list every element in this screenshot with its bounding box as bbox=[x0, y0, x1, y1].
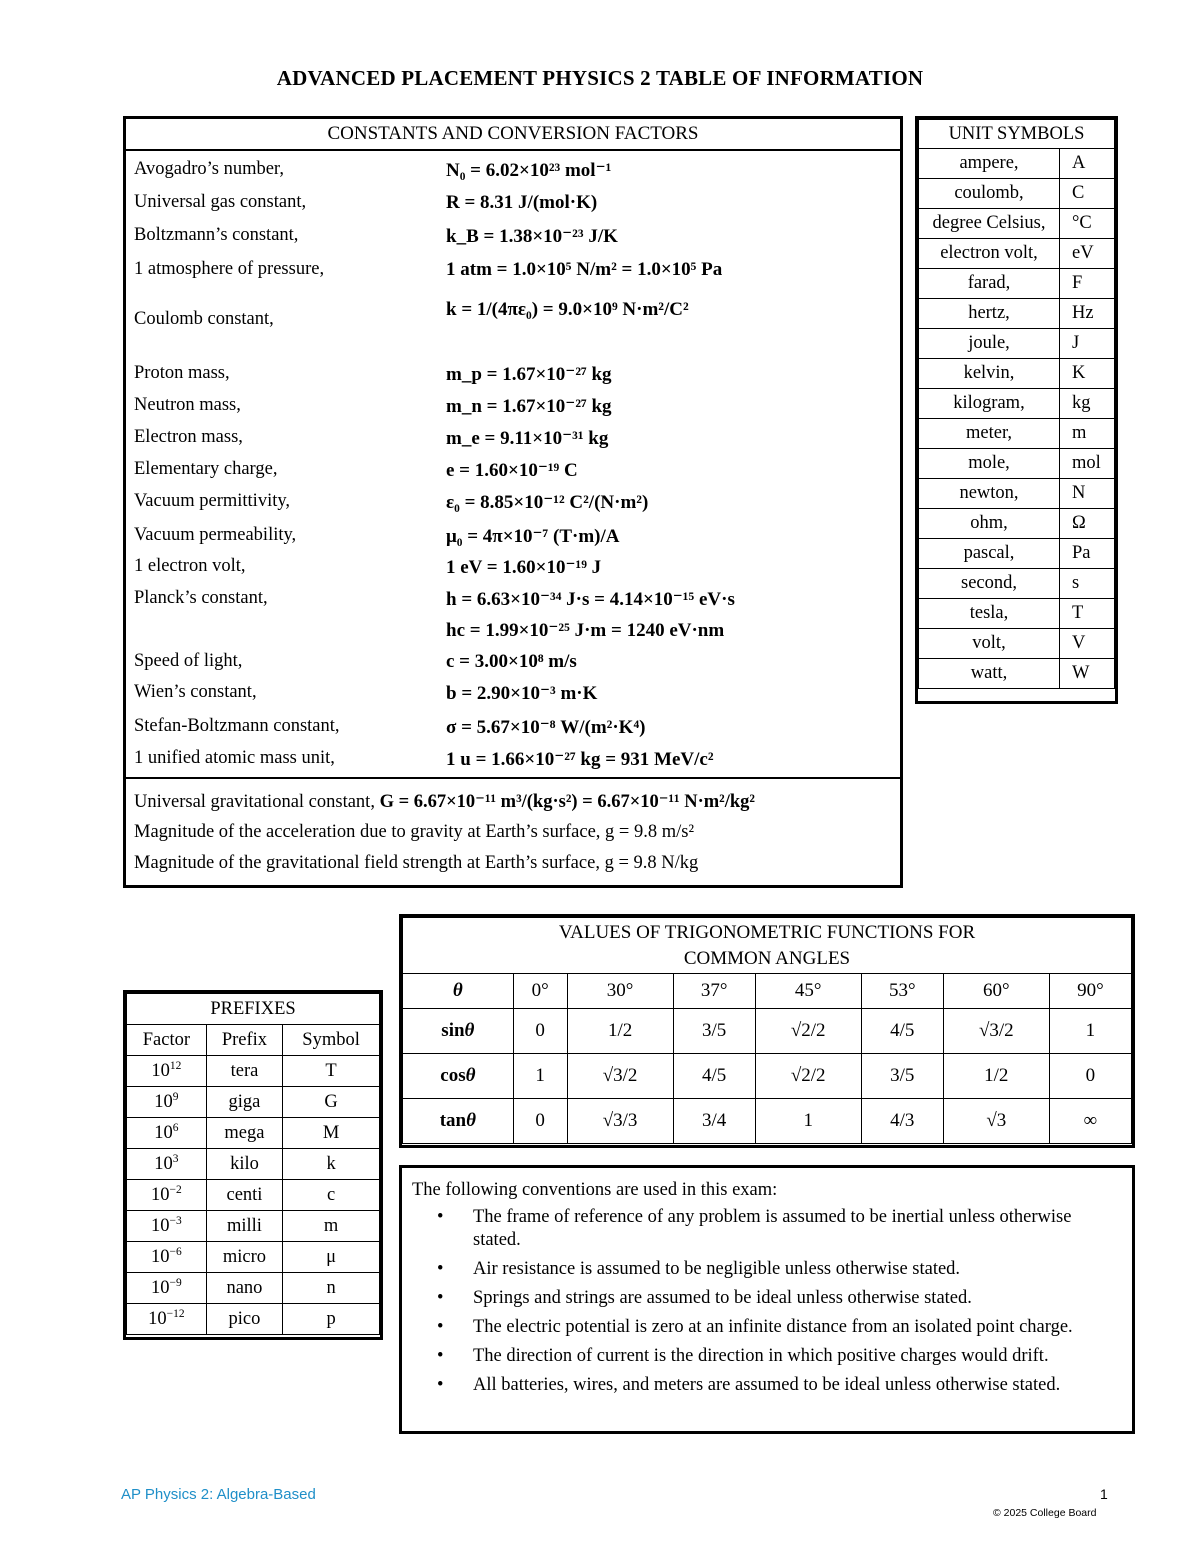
prefix-col-prefix: Prefix bbox=[206, 1025, 282, 1056]
theta-symbol: θ bbox=[452, 980, 463, 1001]
prefix-row bbox=[127, 1087, 380, 1118]
unit-symbol: mol bbox=[1060, 449, 1115, 479]
trig-value: 0 bbox=[513, 1009, 567, 1054]
constant-value: m_e = 9.11×10⁻³¹ kg bbox=[446, 428, 609, 449]
prefix-factor: $10^9$ bbox=[127, 1087, 207, 1118]
prefix-row bbox=[127, 1118, 380, 1149]
unit-row bbox=[919, 239, 1115, 269]
prefix-name: pico bbox=[206, 1304, 282, 1335]
unit-row bbox=[919, 209, 1115, 239]
unit-name: second, bbox=[919, 569, 1060, 599]
constant-label: 1 unified atomic mass unit, bbox=[134, 748, 335, 768]
trig-value: 3/5 bbox=[673, 1009, 755, 1054]
trig-angle: 53° bbox=[861, 974, 943, 1009]
convention-text: Springs and strings are assumed to be ideal unless otherwise stated. bbox=[473, 1288, 972, 1308]
prefix-factor: $10^{12}$ bbox=[127, 1056, 207, 1087]
prefix-symbol: M bbox=[283, 1118, 380, 1149]
prefix-symbol: T bbox=[283, 1056, 380, 1087]
convention-text: Air resistance is assumed to be negligible unless otherwise stated. bbox=[473, 1259, 961, 1279]
conventions-intro: The following conventions are used in this exam: bbox=[412, 1180, 778, 1200]
gravity-value: g = 9.8 m/s² bbox=[605, 822, 695, 842]
prefix-exponent: 3 bbox=[172, 1152, 179, 1165]
prefix-factor: $10^3$ bbox=[127, 1149, 207, 1180]
gravity-value: g = 9.8 N/kg bbox=[604, 853, 699, 873]
bullet-icon: • bbox=[437, 1207, 444, 1227]
prefix-row bbox=[127, 1273, 380, 1304]
unit-name: coulomb, bbox=[919, 179, 1060, 209]
unit-symbol: m bbox=[1060, 419, 1115, 449]
unit-row bbox=[919, 359, 1115, 389]
constant-label: 1 electron volt, bbox=[134, 556, 246, 576]
conventions-list bbox=[412, 1206, 1122, 1403]
prefix-symbol: n bbox=[283, 1273, 380, 1304]
trig-heading-line2: COMMON ANGLES bbox=[683, 947, 851, 969]
unit-symbol: N bbox=[1060, 479, 1115, 509]
unit-name: pascal, bbox=[919, 539, 1060, 569]
constant-value: R = 8.31 J/(mol·K) bbox=[446, 192, 598, 213]
constant-label: Coulomb constant, bbox=[134, 309, 274, 329]
convention-item bbox=[412, 1374, 1122, 1397]
theta-symbol: θ bbox=[464, 1020, 475, 1041]
unit-symbol: s bbox=[1060, 569, 1115, 599]
unit-row bbox=[919, 449, 1115, 479]
unit-row bbox=[919, 419, 1115, 449]
prefix-factor: $10^6$ bbox=[127, 1118, 207, 1149]
constants-heading: CONSTANTS AND CONVERSION FACTORS bbox=[126, 119, 900, 151]
trig-value: 3/5 bbox=[861, 1054, 943, 1099]
gravity-label: Magnitude of the gravitational field strength at Earth’s surface, bbox=[134, 853, 600, 873]
unit-row bbox=[919, 539, 1115, 569]
trig-table bbox=[399, 914, 1135, 1148]
unit-row bbox=[919, 389, 1115, 419]
constant-value: σ = 5.67×10⁻⁸ W/(m²·K⁴) bbox=[446, 717, 646, 738]
prefix-row bbox=[127, 1056, 380, 1087]
prefix-exponent: 9 bbox=[172, 1090, 179, 1103]
constant-value: c = 3.00×10⁸ m/s bbox=[446, 651, 577, 672]
constants-table bbox=[123, 116, 903, 888]
trig-value: 3/4 bbox=[673, 1099, 755, 1144]
constant-label: Proton mass, bbox=[134, 363, 230, 383]
unit-symbol: F bbox=[1060, 269, 1115, 299]
constant-label: Boltzmann’s constant, bbox=[134, 225, 299, 245]
trig-value: 1/2 bbox=[943, 1054, 1049, 1099]
trig-value: 1/2 bbox=[567, 1009, 673, 1054]
constant-label: Elementary charge, bbox=[134, 459, 278, 479]
page-title: ADVANCED PLACEMENT PHYSICS 2 TABLE OF INFORMATION bbox=[276, 66, 924, 90]
constant-label: Planck’s constant, bbox=[134, 588, 268, 608]
constant-label: 1 atmosphere of pressure, bbox=[134, 259, 325, 279]
trig-value: √3/2 bbox=[943, 1009, 1049, 1054]
trig-value: √2/2 bbox=[755, 1054, 861, 1099]
constant-value: b = 2.90×10⁻³ m·K bbox=[446, 683, 598, 704]
unit-symbol: T bbox=[1060, 599, 1115, 629]
unit-name: tesla, bbox=[919, 599, 1060, 629]
unit-symbols-heading: UNIT SYMBOLS bbox=[919, 120, 1115, 149]
unit-symbol: K bbox=[1060, 359, 1115, 389]
convention-item bbox=[412, 1345, 1122, 1368]
unit-name: ohm, bbox=[919, 509, 1060, 539]
constant-value: 1 atm = 1.0×10⁵ N/m² = 1.0×10⁵ Pa bbox=[446, 259, 723, 280]
unit-symbol: Ω bbox=[1060, 509, 1115, 539]
bullet-icon: • bbox=[437, 1259, 444, 1279]
prefix-factor: $10^{-9}$ bbox=[127, 1273, 207, 1304]
unit-name: degree Celsius, bbox=[919, 209, 1060, 239]
theta-header bbox=[403, 974, 514, 1009]
unit-name: volt, bbox=[919, 629, 1060, 659]
trig-fn-label bbox=[403, 1054, 514, 1099]
unit-name: kilogram, bbox=[919, 389, 1060, 419]
unit-name: meter, bbox=[919, 419, 1060, 449]
constant-value: k = 1/(4πε₀) = 9.0×10⁹ N·m²/C² bbox=[446, 299, 689, 320]
unit-row bbox=[919, 269, 1115, 299]
prefix-row bbox=[127, 1149, 380, 1180]
constant-label: Universal gas constant, bbox=[134, 192, 307, 212]
unit-symbol: kg bbox=[1060, 389, 1115, 419]
unit-name: watt, bbox=[919, 659, 1060, 689]
trig-heading bbox=[403, 918, 1132, 974]
convention-text: The frame of reference of any problem is assumed to be inertial unless otherwise stated. bbox=[473, 1207, 1072, 1250]
prefix-col-factor: Factor bbox=[127, 1025, 207, 1056]
prefix-name: micro bbox=[206, 1242, 282, 1273]
unit-name: ampere, bbox=[919, 149, 1060, 179]
unit-row bbox=[919, 149, 1115, 179]
unit-row bbox=[919, 479, 1115, 509]
unit-symbols-table bbox=[915, 116, 1118, 704]
unit-row bbox=[919, 509, 1115, 539]
trig-row-tan bbox=[403, 1099, 1132, 1144]
prefix-symbol: μ bbox=[283, 1242, 380, 1273]
prefix-factor: $10^{-12}$ bbox=[127, 1304, 207, 1335]
trig-value: 1 bbox=[755, 1099, 861, 1144]
trig-value: 4/5 bbox=[861, 1009, 943, 1054]
trig-value: √2/2 bbox=[755, 1009, 861, 1054]
unit-symbol: J bbox=[1060, 329, 1115, 359]
constant-value: 1 u = 1.66×10⁻²⁷ kg = 931 MeV/c² bbox=[446, 749, 714, 770]
prefix-exponent: −12 bbox=[166, 1307, 185, 1320]
trig-value: √3 bbox=[943, 1099, 1049, 1144]
prefix-exponent: 12 bbox=[169, 1059, 182, 1072]
prefix-name: milli bbox=[206, 1211, 282, 1242]
gravity-row bbox=[134, 853, 698, 874]
unit-symbol: Pa bbox=[1060, 539, 1115, 569]
unit-symbol: A bbox=[1060, 149, 1115, 179]
prefix-symbol: G bbox=[283, 1087, 380, 1118]
convention-text: The electric potential is zero at an infinite distance from an isolated point charge. bbox=[473, 1317, 1073, 1337]
constants-divider bbox=[126, 777, 900, 779]
unit-row bbox=[919, 659, 1115, 689]
constant-label: Speed of light, bbox=[134, 651, 243, 671]
prefix-name: tera bbox=[206, 1056, 282, 1087]
unit-name: farad, bbox=[919, 269, 1060, 299]
prefix-exponent: −9 bbox=[169, 1276, 182, 1289]
bullet-icon: • bbox=[437, 1346, 444, 1366]
prefix-name: giga bbox=[206, 1087, 282, 1118]
gravity-label: Universal gravitational constant, bbox=[134, 792, 375, 812]
trig-row-sin bbox=[403, 1009, 1132, 1054]
unit-symbol: W bbox=[1060, 659, 1115, 689]
gravity-row bbox=[134, 822, 694, 843]
convention-item bbox=[412, 1287, 1122, 1310]
bullet-icon: • bbox=[437, 1375, 444, 1395]
unit-row bbox=[919, 299, 1115, 329]
unit-symbol: C bbox=[1060, 179, 1115, 209]
trig-angle-row bbox=[403, 974, 1132, 1009]
footer-page-number: 1 bbox=[1100, 1486, 1108, 1502]
constant-value: h = 6.63×10⁻³⁴ J·s = 4.14×10⁻¹⁵ eV·s bbox=[446, 589, 735, 610]
trig-value: 0 bbox=[1049, 1054, 1131, 1099]
constant-label: Neutron mass, bbox=[134, 395, 241, 415]
unit-row bbox=[919, 179, 1115, 209]
unit-row bbox=[919, 629, 1115, 659]
unit-symbol: eV bbox=[1060, 239, 1115, 269]
prefixes-table bbox=[123, 990, 383, 1340]
trig-fn-name: sin bbox=[441, 1020, 465, 1041]
convention-text: The direction of current is the direction in which positive charges would drift. bbox=[473, 1346, 1049, 1366]
footer-copyright: © 2025 College Board bbox=[993, 1507, 1097, 1519]
trig-angle: 60° bbox=[943, 974, 1049, 1009]
prefix-factor: $10^{-2}$ bbox=[127, 1180, 207, 1211]
gravity-row bbox=[134, 791, 755, 813]
unit-name: electron volt, bbox=[919, 239, 1060, 269]
footer-course: AP Physics 2: Algebra-Based bbox=[121, 1486, 316, 1503]
constant-value: m_n = 1.67×10⁻²⁷ kg bbox=[446, 396, 612, 417]
trig-angle: 37° bbox=[673, 974, 755, 1009]
bullet-icon: • bbox=[437, 1288, 444, 1308]
prefix-row bbox=[127, 1180, 380, 1211]
convention-item bbox=[412, 1258, 1122, 1281]
unit-symbol: °C bbox=[1060, 209, 1115, 239]
unit-row bbox=[919, 329, 1115, 359]
prefix-factor: $10^{-3}$ bbox=[127, 1211, 207, 1242]
trig-angle: 45° bbox=[755, 974, 861, 1009]
unit-name: mole, bbox=[919, 449, 1060, 479]
constant-label: Avogadro’s number, bbox=[134, 159, 284, 179]
prefix-exponent: −6 bbox=[169, 1245, 182, 1258]
convention-item bbox=[412, 1206, 1122, 1252]
unit-name: hertz, bbox=[919, 299, 1060, 329]
trig-value: ∞ bbox=[1049, 1099, 1131, 1144]
constant-label: Electron mass, bbox=[134, 427, 243, 447]
trig-heading-line1: VALUES OF TRIGONOMETRIC FUNCTIONS FOR bbox=[558, 921, 976, 943]
trig-fn-label bbox=[403, 1099, 514, 1144]
unit-name: newton, bbox=[919, 479, 1060, 509]
trig-value: √3/2 bbox=[567, 1054, 673, 1099]
constant-value: hc = 1.99×10⁻²⁵ J·m = 1240 eV·nm bbox=[446, 620, 725, 641]
prefix-exponent: −2 bbox=[169, 1183, 182, 1196]
trig-row-cos bbox=[403, 1054, 1132, 1099]
convention-text: All batteries, wires, and meters are assumed to be ideal unless otherwise stated. bbox=[473, 1375, 1061, 1395]
constant-value: μ₀ = 4π×10⁻⁷ (T·m)/A bbox=[446, 526, 620, 547]
constant-value: e = 1.60×10⁻¹⁹ C bbox=[446, 460, 578, 481]
trig-value: √3/3 bbox=[567, 1099, 673, 1144]
prefix-exponent: 6 bbox=[172, 1121, 179, 1134]
prefix-name: centi bbox=[206, 1180, 282, 1211]
prefix-symbol: m bbox=[283, 1211, 380, 1242]
prefix-row bbox=[127, 1242, 380, 1273]
prefix-name: mega bbox=[206, 1118, 282, 1149]
prefix-name: nano bbox=[206, 1273, 282, 1304]
bullet-icon: • bbox=[437, 1317, 444, 1337]
trig-value: 4/3 bbox=[861, 1099, 943, 1144]
trig-value: 1 bbox=[1049, 1009, 1131, 1054]
theta-symbol: θ bbox=[466, 1110, 476, 1131]
unit-name: joule, bbox=[919, 329, 1060, 359]
constant-label: Vacuum permittivity, bbox=[134, 491, 291, 511]
prefix-factor: $10^{-6}$ bbox=[127, 1242, 207, 1273]
constant-value: N₀ = 6.02×10²³ mol⁻¹ bbox=[446, 160, 612, 181]
prefixes-heading: PREFIXES bbox=[127, 994, 380, 1025]
convention-item bbox=[412, 1316, 1122, 1339]
prefix-symbol: c bbox=[283, 1180, 380, 1211]
gravity-label: Magnitude of the acceleration due to gravity at Earth’s surface, bbox=[134, 822, 601, 842]
constant-value: 1 eV = 1.60×10⁻¹⁹ J bbox=[446, 557, 602, 578]
prefix-row bbox=[127, 1304, 380, 1335]
unit-name: kelvin, bbox=[919, 359, 1060, 389]
trig-value: 1 bbox=[513, 1054, 567, 1099]
prefix-name: kilo bbox=[206, 1149, 282, 1180]
trig-fn-name: tan bbox=[439, 1110, 467, 1131]
trig-value: 4/5 bbox=[673, 1054, 755, 1099]
constant-label: Stefan-Boltzmann constant, bbox=[134, 716, 340, 736]
trig-fn-label bbox=[403, 1009, 514, 1054]
prefix-row bbox=[127, 1211, 380, 1242]
unit-symbol: Hz bbox=[1060, 299, 1115, 329]
trig-angle: 0° bbox=[513, 974, 567, 1009]
prefix-col-symbol: Symbol bbox=[283, 1025, 380, 1056]
constant-value: ε₀ = 8.85×10⁻¹² C²/(N·m²) bbox=[446, 492, 649, 513]
trig-angle: 90° bbox=[1049, 974, 1131, 1009]
theta-symbol: θ bbox=[465, 1065, 476, 1086]
trig-value: 0 bbox=[513, 1099, 567, 1144]
prefix-symbol: p bbox=[283, 1304, 380, 1335]
trig-angle: 30° bbox=[567, 974, 673, 1009]
prefix-symbol: k bbox=[283, 1149, 380, 1180]
constant-value: m_p = 1.67×10⁻²⁷ kg bbox=[446, 364, 612, 385]
constant-label: Vacuum permeability, bbox=[134, 525, 297, 545]
trig-fn-name: cos bbox=[440, 1065, 466, 1086]
constant-value: k_B = 1.38×10⁻²³ J/K bbox=[446, 226, 618, 247]
conventions-box bbox=[399, 1165, 1135, 1434]
prefix-exponent: −3 bbox=[169, 1214, 182, 1227]
gravity-value: G = 6.67×10⁻¹¹ m³/(kg·s²) = 6.67×10⁻¹¹ N·m²/kg² bbox=[379, 792, 755, 812]
unit-row bbox=[919, 599, 1115, 629]
unit-symbol: V bbox=[1060, 629, 1115, 659]
constant-label: Wien’s constant, bbox=[134, 682, 257, 702]
unit-row bbox=[919, 569, 1115, 599]
